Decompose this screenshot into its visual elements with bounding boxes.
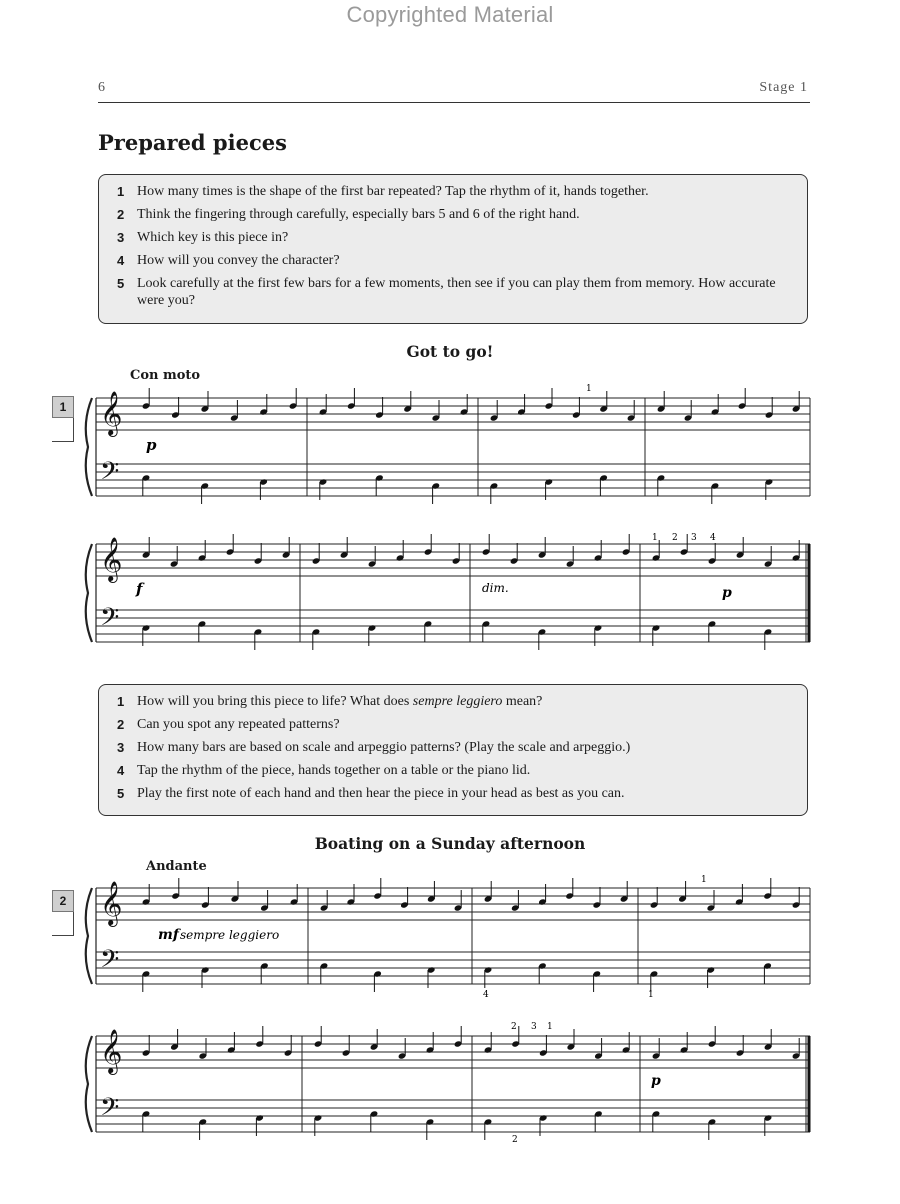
treble-clef-symbol: 𝄞 [100, 391, 123, 435]
question-number: 3 [117, 230, 125, 245]
bass-clef-symbol: 𝄢 [100, 1093, 120, 1128]
expression-mark: sempre leggiero [180, 928, 280, 942]
question-number: 5 [117, 786, 125, 801]
fingering-number: 1 [652, 533, 658, 543]
question-text: Tap the rhythm of the piece, hands together on a table or the piano lid. [137, 763, 531, 778]
question-text: Which key is this piece in? [137, 230, 289, 245]
question-text-part: How will you bring this piece to life? What does [137, 694, 413, 709]
fingering-number: 2 [511, 1022, 517, 1032]
dynamic-mark: f [136, 580, 143, 598]
question-number: 4 [117, 763, 125, 778]
question-text-part: mean? [502, 694, 543, 709]
question-text: How many bars are based on scale and arpeggio patterns? (Play the scale and arpeggio.) [137, 740, 631, 755]
fingering-number: 3 [531, 1022, 537, 1032]
fingering-number: 1 [547, 1022, 553, 1032]
fingering-number: 3 [691, 533, 697, 543]
piece-title-1: Got to go! [406, 342, 494, 361]
question-text: How many times is the shape of the first bar repeated? Tap the rhythm of it, hands together. [137, 184, 649, 199]
question-text: How will you convey the character? [137, 253, 340, 268]
fingering-number: 1 [701, 875, 707, 885]
tempo-marking-1: Con moto [130, 368, 201, 383]
question-text: Think the fingering through carefully, especially bars 5 and 6 of the right hand. [137, 207, 580, 222]
piece-number-box-1: 1 [52, 396, 74, 418]
fingering-number: 2 [512, 1135, 518, 1145]
dynamic-mark: p [146, 436, 157, 454]
section-title: Prepared pieces [98, 130, 287, 155]
fingering-number: 1 [586, 384, 592, 394]
bass-clef-symbol: 𝄢 [100, 457, 120, 492]
question-number: 3 [117, 740, 125, 755]
bass-clef-symbol: 𝄢 [100, 945, 120, 980]
question-number: 1 [117, 184, 125, 199]
question-text: Can you spot any repeated patterns? [137, 717, 340, 732]
question-number: 2 [117, 207, 125, 222]
treble-clef-symbol: 𝄞 [100, 1029, 123, 1073]
fingering-number: 1 [648, 990, 654, 1000]
question-number: 1 [117, 694, 125, 709]
fingering-number: 4 [710, 533, 716, 543]
stage-label: Stage 1 [759, 80, 808, 95]
question-text: Look carefully at the first few bars for a few moments, then see if you can play them from memory. How accurate were you? [137, 276, 776, 308]
tempo-marking-2: Andante [146, 859, 207, 874]
brace-symbol [86, 1036, 92, 1132]
question-number: 2 [117, 717, 125, 732]
question-text: Play the first note of each hand and then hear the piece in your head as best as you can. [137, 786, 625, 801]
treble-clef-symbol: 𝄞 [100, 537, 123, 581]
dynamic-mark: p [722, 585, 732, 601]
brace-symbol [86, 888, 92, 984]
fingering-number: 2 [672, 533, 678, 543]
piece-title-2: Boating on a Sunday afternoon [314, 834, 586, 853]
brace-symbol [86, 544, 92, 642]
treble-clef-symbol: 𝄞 [100, 881, 123, 925]
question-text-italic: sempre leggiero [412, 694, 503, 709]
dynamic-mark: mf [158, 927, 179, 943]
copyright-watermark: Copyrighted Material [346, 2, 554, 27]
dynamic-mark: p [651, 1073, 661, 1089]
question-number: 4 [117, 253, 125, 268]
bass-clef-symbol: 𝄢 [100, 603, 120, 638]
brace-symbol [86, 398, 92, 496]
music-notes [142, 388, 801, 1140]
staff-systems [86, 391, 810, 1132]
piece-number-box-2: 2 [52, 890, 74, 912]
question-number: 5 [117, 276, 125, 291]
page-number: 6 [98, 80, 105, 95]
dynamic-mark: dim. [482, 581, 509, 595]
fingering-number: 4 [483, 990, 489, 1000]
